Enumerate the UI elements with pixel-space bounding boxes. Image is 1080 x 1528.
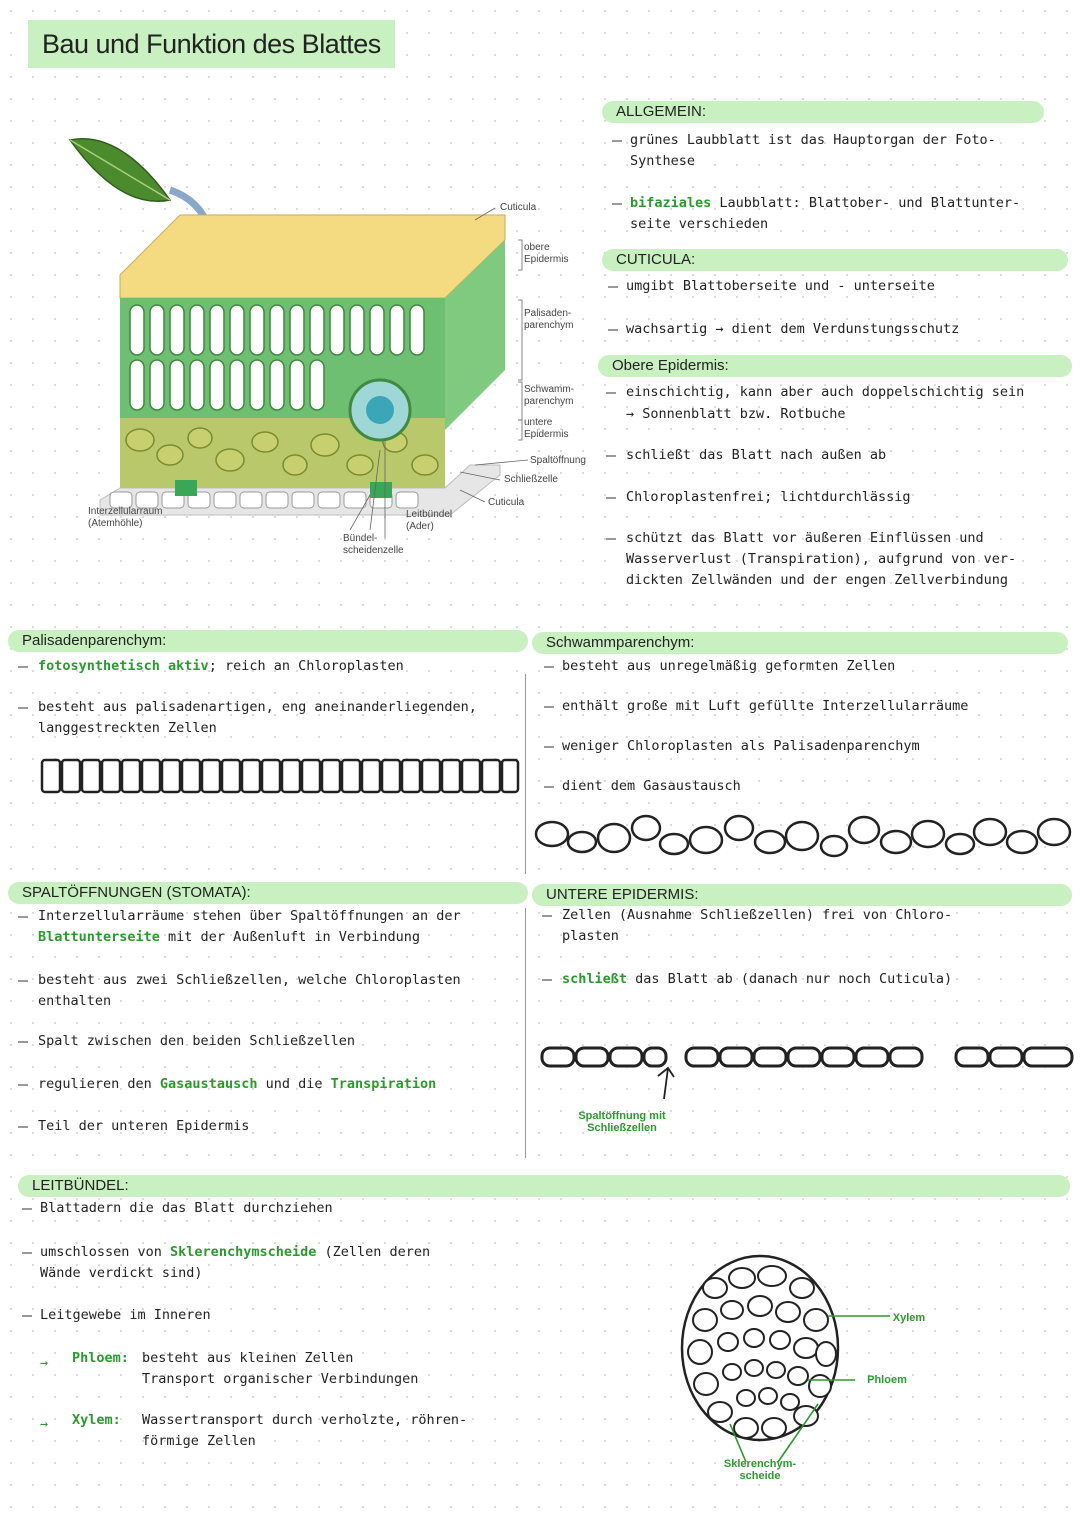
xylem-label: Xylem: <box>72 1412 121 1428</box>
allgemein-item: bifaziales Laubblatt: Blattober- und Blattunter- seite verschieden <box>630 195 1021 232</box>
spalt-heading: SPALTÖFFNUNGEN (STOMATA): <box>8 882 528 904</box>
label-buendelscheidenzelle: Bündel- scheidenzelle <box>343 533 404 556</box>
spalt-item: Interzellularräume stehen über Spaltöffnungen an der Blattunterseite mit der Außenluft in Verbindung <box>38 908 461 945</box>
untere-item: schließt das Blatt ab (danach nur noch Cuticula) <box>562 971 953 987</box>
phloem-diagram-label: Phloem <box>867 1374 907 1386</box>
label-obere-epidermis: obere Epidermis <box>524 242 569 265</box>
spalt-item: regulieren den Gasaustausch und die Transpiration <box>38 1076 437 1092</box>
obere-epidermis-item: schützt das Blatt vor äußeren Einflüssen und Wasserverlust (Transpiration), aufgrund von ver- dickten Zellwänden und der engen Zellverbindung <box>626 530 1017 588</box>
palisade-cells-drawing <box>40 756 520 796</box>
cuticula-heading: CUTICULA: <box>602 249 1068 271</box>
schwamm-item: dient dem Gasaustausch <box>562 778 741 794</box>
obere-epidermis-heading: Obere Epidermis: <box>598 355 1072 377</box>
arrow-icon: → <box>40 1416 49 1432</box>
obere-epidermis-subitem: → Sonnenblatt bzw. Rotbuche <box>626 406 846 422</box>
spalt-item: besteht aus zwei Schließzellen, welche Chloroplasten enthalten <box>38 972 461 1009</box>
leitbuendel-item: Leitgewebe im Inneren <box>40 1307 211 1323</box>
cuticula-item: wachsartig → dient dem Verdunstungsschutz <box>626 321 960 337</box>
phloem-text: besteht aus kleinen Zellen Transport organischer Verbindungen <box>142 1350 419 1387</box>
obere-epidermis-item: schließt das Blatt nach außen ab <box>626 447 887 463</box>
label-leitbuendel: Leitbündel (Ader) <box>406 509 453 532</box>
phloem-label: Phloem: <box>72 1350 129 1366</box>
leitbuendel-item: Blattadern die das Blatt durchziehen <box>40 1200 333 1216</box>
schwamm-heading: Schwammparenchym: <box>532 632 1068 654</box>
leitbuendel-heading: LEITBÜNDEL: <box>18 1175 1070 1197</box>
spalt-item: Spalt zwischen den beiden Schließzellen <box>38 1033 355 1049</box>
obere-epidermis-item: einschichtig, kann aber auch doppelschichtig sein <box>626 384 1025 400</box>
schwamm-item: enthält große mit Luft gefüllte Interzellularräume <box>562 698 969 714</box>
untere-heading: UNTERE EPIDERMIS: <box>532 884 1072 906</box>
allgemein-heading: ALLGEMEIN: <box>602 101 1044 123</box>
label-spaltoeffnung: Spaltöffnung <box>530 455 586 466</box>
spaltoeffnung-label: Spaltöffnung mit Schließzellen <box>578 1110 666 1134</box>
lower-epidermis-drawing <box>540 1044 1076 1104</box>
spalt-item: Teil der unteren Epidermis <box>38 1118 250 1134</box>
palisaden-item: besteht aus palisadenartigen, eng aneinanderliegenden, langgestreckten Zellen <box>38 699 477 736</box>
palisaden-heading: Palisadenparenchym: <box>8 630 528 652</box>
obere-epidermis-item: Chloroplastenfrei; lichtdurchlässig <box>626 489 911 505</box>
label-schwammparenchym: Schwamm- parenchym <box>524 384 575 407</box>
page-title: Bau und Funktion des Blattes <box>28 20 395 68</box>
untere-item: Zellen (Ausnahme Schließzellen) frei von Chloro- plasten <box>562 907 953 944</box>
label-untere-epidermis: untere Epidermis <box>524 417 569 440</box>
sklerenchymscheide-label: Sklerenchym- scheide <box>723 1458 797 1482</box>
cuticula-item: umgibt Blattoberseite und - unterseite <box>626 278 935 294</box>
xylem-diagram-label: Xylem <box>892 1312 926 1324</box>
label-interzellularraum: Interzellularraum (Atemhöhle) <box>88 506 163 529</box>
schwamm-item: besteht aus unregelmäßig geformten Zellen <box>562 658 896 674</box>
label-palisadenparenchym: Palisaden- parenchym <box>524 308 574 331</box>
spongy-cells-drawing <box>534 810 1076 866</box>
allgemein-item: grünes Laubblatt ist das Hauptorgan der Foto- Synthese <box>630 132 996 169</box>
palisaden-item: fotosynthetisch aktiv; reich an Chloroplasten <box>38 658 404 674</box>
arrow-icon: → <box>40 1355 49 1371</box>
label-schliesszelle: Schließzelle <box>504 474 558 485</box>
vascular-bundle-drawing <box>670 1248 950 1478</box>
leitbuendel-item: umschlossen von Sklerenchymscheide (Zellen deren Wände verdickt sind) <box>40 1244 431 1281</box>
schwamm-item: weniger Chloroplasten als Palisadenparenchym <box>562 738 920 754</box>
label-cuticula-top: Cuticula <box>500 202 537 213</box>
xylem-text: Wassertransport durch verholzte, röhren- förmige Zellen <box>142 1412 468 1449</box>
label-cuticula-bottom: Cuticula <box>488 497 525 508</box>
leaf-icon <box>70 139 170 202</box>
